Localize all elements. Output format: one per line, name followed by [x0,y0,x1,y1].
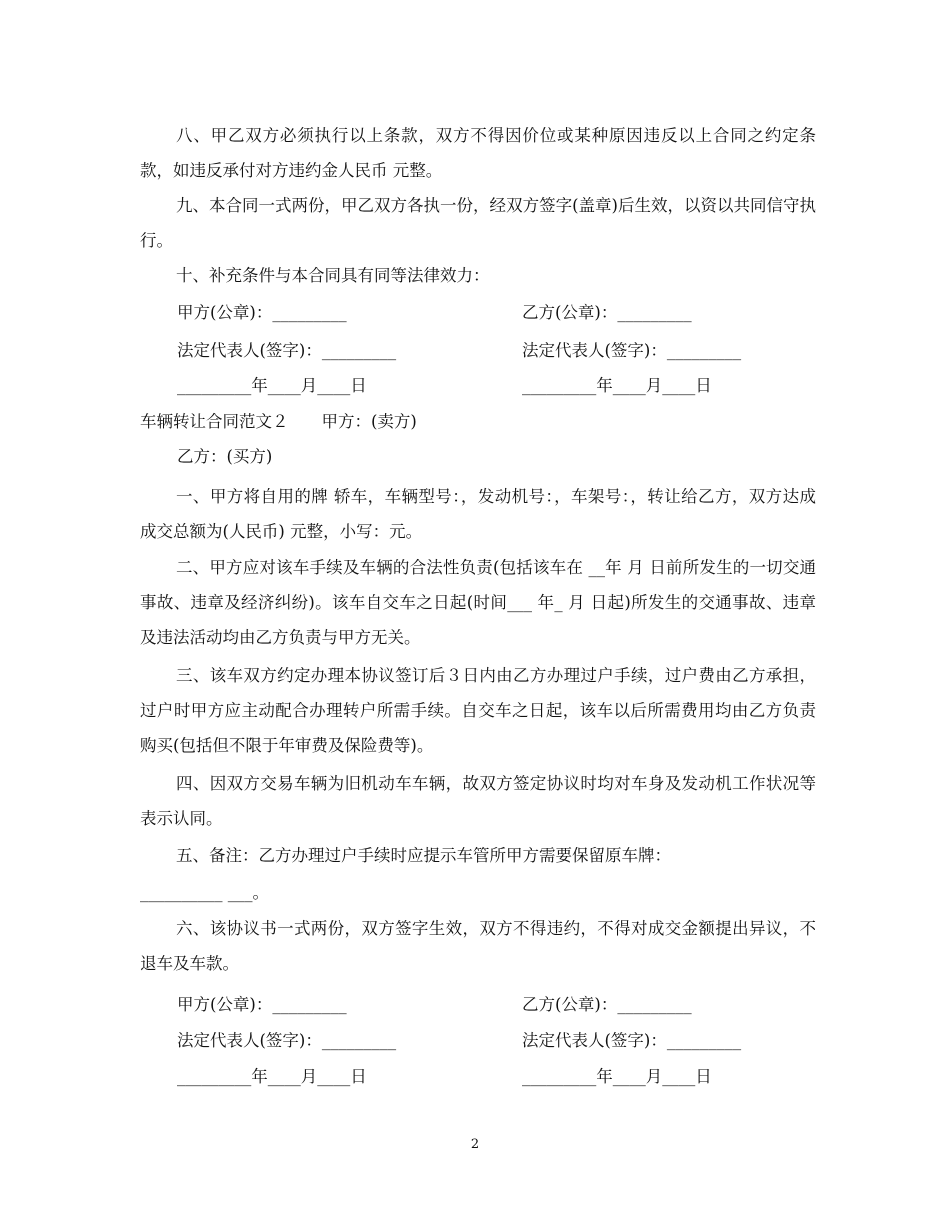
party-a-date-2: _________年____月____日 [177,1067,367,1086]
article-5-blank: __________ ___。 [140,883,269,902]
party-b-seal-2: 乙方(公章)：_________ [522,995,692,1014]
party-a-date-1: _________年____月____日 [177,376,367,395]
article-5: 五、备注：乙方办理过户手续时应提示车管所甲方需要保留原车牌： [176,846,671,865]
clause-10: 十、补充条件与本合同具有同等法律效力： [176,266,490,285]
article-2: 二、甲方应对该车手续及车辆的合法性负责(包括该车在 __年 月 日前所发生的一切交通事故、违章及经济纠纷)。该车自交车之日起(时间___ 年_ 月 日起)所发生的交通事故、违章及违法活动均由乙方负责与甲方无关。 [140,558,816,647]
page-number: 2 [470,1137,480,1152]
party-b-rep-2: 法定代表人(签字)：_________ [522,1031,742,1050]
article-6: 六、该协议书一式两份，双方签字生效，双方不得违约，不得对成交金额提出异议，不退车及车款。 [140,919,816,973]
article-1: 一、甲方将自用的牌 轿车，车辆型号：，发动机号：，车架号：，转让给乙方，双方达成成交总额为(人民币) 元整，小写：元。 [140,487,816,541]
article-4: 四、因双方交易车辆为旧机动车车辆，故双方签定协议时均对车身及发动机工作状况等表示认同。 [140,774,816,828]
contract-2-heading: 车辆转让合同范文２ 甲方：(卖方) [140,412,417,431]
buyer-line: 乙方：(买方) [177,447,273,466]
clause-9: 九、本合同一式两份，甲乙双方各执一份，经双方签字(盖章)后生效，以资以共同信守执行。 [140,196,816,250]
party-b-date-2: _________年____月____日 [522,1067,712,1086]
party-b-seal-1: 乙方(公章)：_________ [522,303,692,322]
party-a-seal-1: 甲方(公章)：_________ [177,303,347,322]
party-a-rep-2: 法定代表人(签字)：_________ [177,1031,397,1050]
party-a-seal-2: 甲方(公章)：_________ [177,995,347,1014]
party-a-rep-1: 法定代表人(签字)：_________ [177,341,397,360]
party-b-rep-1: 法定代表人(签字)：_________ [522,341,742,360]
clause-8: 八、甲乙双方必须执行以上条款，双方不得因价位或某种原因违反以上合同之约定条款，如违反承付对方违约金人民币 元整。 [140,126,816,180]
party-b-date-1: _________年____月____日 [522,376,712,395]
article-3: 三、该车双方约定办理本协议签订后３日内由乙方办理过户手续，过户费由乙方承担，过户时甲方应主动配合办理转户所需手续。自交车之日起，该车以后所需费用均由乙方负责购买(包括但不限于年审费及保险费等)。 [140,666,816,755]
